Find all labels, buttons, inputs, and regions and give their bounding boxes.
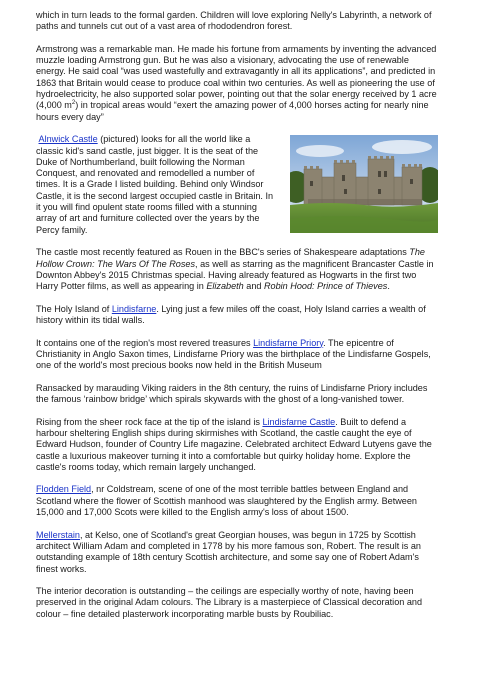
paragraph-mellerstain (36, 530, 438, 575)
films-text-b: , as well as starring as the magnificent Brancaster Castle in Downton Abbey's 2015 Christmas special. Having already featured as Hogwarts in the first two Harry Potter films, as well as appearing in (36, 258, 434, 292)
hollow-crown-title: The Hollow Crown: The Wars Of The Roses (36, 247, 425, 269)
lindisfarne-castle-text-b: . Built to defend a harbour sheltering English ships during skirmishes with Scotland, the castle caught the eye of Edward Hudson, founder of Country Life magazine. Celebrated architect Edward Lutyens gave the castle a luxurious makeover turning it into a comfortable but quirky holiday home. Explore the castle's rooms today, which remain largely unchanged. (36, 416, 432, 472)
priory-text-b: . The epicentre of Christianity in Anglo Saxon times, Lindisfarne Priory was the birthplace of the Lindisfarne Gospels, one of the world's most precious books now held in the British Museum (36, 337, 431, 371)
paragraph-viking: Ransacked by marauding Viking raiders in the 8th century, the ruins of Lindisfarne Priory includes the famous ‘rainbow bridge’ which spirals skywards with the ghost of a long-vanished tower. (36, 382, 428, 405)
paragraph-interior: The interior decoration is outstanding – the ceilings are especially worthy of note, having been preserved in the original Adam colours. The Library is a masterpiece of Classical decoration and colour – fine detailed plasterwork incorporating marble busts by Roubiliac. (36, 586, 423, 619)
paragraph-priory (36, 338, 438, 372)
paragraph-flodden (36, 484, 438, 518)
armstrong-text: Armstrong was a remarkable man. He made his fortune from armaments by inventing the advanced muzzle loading Armstrong gun. But he was also a visionary, advocating the use of renewable energy. He said coal “was used wastefully and extravagantly in all its applications”, and predicted in 1863 that Britain would cease to produce coal within two centuries. As well as pioneering the use of hydroelectricity, he also supported solar power, pointing out that the solar energy received by 1 acre (4,000 m (36, 43, 437, 111)
alnwick-castle-photo (290, 135, 438, 233)
paragraph-lindisfarne-castle (36, 417, 438, 473)
alnwick-section (36, 134, 438, 236)
elizabeth-title: Elizabeth (206, 281, 244, 292)
mellerstain-text: , at Kelso, one of Scotland's great Georgian houses, was begun in 1725 by Scottish architect William Adam and completed in 1778 by his more famous son, Robert. The result is an outstanding example of 18th century Scottish architecture, and some say one of Robert Adam's finest works. (36, 529, 421, 574)
armstrong-text-end: ) in tropical areas would “exert the amazing power of 4,000 horses acting for nearly nine hours every day” (36, 100, 429, 122)
films-text-a: The castle most recently featured as Rouen in the BBC's series of Shakespeare adaptations (36, 247, 410, 258)
holy-island-text-b: . Lying just a few miles off the coast, Holy Island carries a wealth of history within its tidal walls. (36, 303, 426, 326)
paragraph-labyrinth: which in turn leads to the formal garden. Children will love exploring Nelly's Labyrinth, a network of paths and tunnels cut out of a vast area of rhododendron forest. (36, 10, 432, 32)
alnwick-text: (pictured) looks for all the world like a classic kid's sand castle, just bigger. It is the seat of the Duke of Northumberland, built following the Norman Conquest, and renovated and remodelled a number of times. It is a Grade I listed building. Behind only Windsor Castle, it is the second largest occupied castle in Britain. In it you will find opulent state rooms filled with a stunning array of art and furniture collected over the years by the Percy family. (36, 134, 274, 235)
lindisfarne-priory-link[interactable]: Lindisfarne Priory (253, 337, 324, 348)
paragraph-armstrong (36, 44, 438, 123)
priory-text-a: It contains one of the region's most revered treasures (36, 337, 254, 348)
mellerstain-link[interactable]: Mellerstain (36, 529, 80, 540)
lindisfarne-castle-text-a: Rising from the sheer rock face at the tip of the island is (36, 416, 263, 427)
lindisfarne-link[interactable]: Lindisfarne (111, 303, 157, 314)
holy-island-text-a: The Holy Island of (36, 303, 112, 314)
films-text-c: and (243, 281, 264, 292)
paragraph-castle-films (36, 247, 438, 292)
alnwick-castle-link[interactable]: Alnwick Castle (38, 134, 98, 145)
films-text-d: . (387, 281, 390, 292)
lindisfarne-castle-link[interactable]: Lindisfarne Castle (262, 416, 336, 427)
flodden-text: , nr Coldstream, scene of one of the most terrible battles between England and Scotland where the flower of Scottish manhood was slaughtered by the English army. Between 15,000 and 17,000 Scots were killed to the English army's loss of about 1500. (36, 484, 417, 518)
paragraph-holy-island (36, 304, 438, 327)
robin-hood-title: Robin Hood: Prince of Thieves (263, 281, 388, 292)
superscript-two: 2 (71, 100, 76, 107)
flodden-field-link[interactable]: Flodden Field (36, 484, 92, 495)
